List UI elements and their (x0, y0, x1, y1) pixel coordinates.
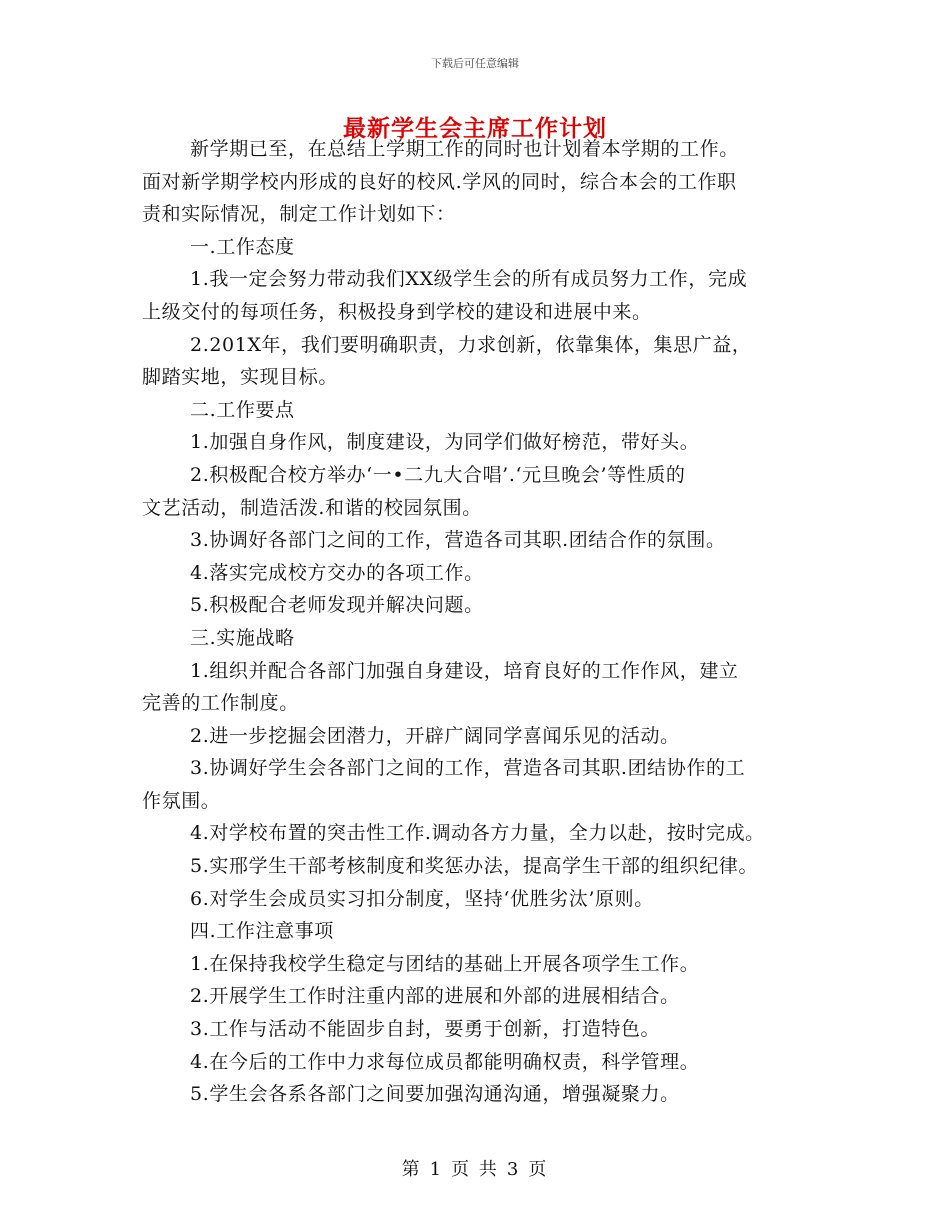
footer-suffix: 页 (528, 1159, 549, 1180)
page-footer (0, 1155, 950, 1181)
text-line: 1.加强自身作风，制度建设，为同学们做好榜范，带好头。 (190, 431, 700, 454)
text-line: 2.进一步挖掘会团潜力，开辟广阔同学喜闻乐见的活动。 (190, 724, 680, 747)
text-line: 2.积极配合校方举办‘一•二九大合唱’.‘元旦晚会’等性质的 (190, 463, 686, 486)
text-line: 5.学生会各系各部门之间要加强沟通沟通，增强凝聚力。 (190, 1083, 680, 1106)
text-line: 4.对学校布置的突击性工作.调动各方力量，全力以赴，按时完成。 (190, 822, 765, 845)
text-line: 4.落实完成校方交办的各项工作。 (190, 561, 484, 584)
text-line: 文艺活动，制造活泼.和谐的校园氛围。 (142, 496, 482, 519)
text-line: 3.工作与活动不能固步自封，要勇于创新，打造特色。 (190, 1018, 661, 1041)
text-line: 脚踏实地，实现目标。 (142, 366, 339, 389)
text-line: 6.对学生会成员实习扣分制度，坚持‘优胜劣汰’原则。 (190, 887, 654, 910)
text-line: 4.在今后的工作中力求每位成员都能明确权责，科学管理。 (190, 1050, 700, 1073)
section-heading: 二.工作要点 (190, 398, 295, 421)
page-number-total: 3 (506, 1159, 521, 1180)
page-number-current: 1 (429, 1159, 444, 1180)
text-line: 5.实邢学生干部考核制度和奖惩办法，提高学生干部的组织纪律。 (190, 855, 759, 878)
text-line: 1.组织并配合各部门加强自身建设，培育良好的工作作风，建立 (190, 659, 739, 682)
text-line: 上级交付的每项任务，积极投身到学校的建设和进展中来。 (142, 300, 652, 323)
text-line: 3.协调好各部门之间的工作，营造各司其职.团结合作的氛围。 (190, 529, 726, 552)
header-note: 下载后可任意编辑 (431, 57, 519, 70)
footer-prefix: 第 (401, 1159, 422, 1180)
text-line: 1.我一定会努力带动我们XX级学生会的所有成员努力工作，完成 (190, 268, 748, 291)
text-line: 作氛围。 (142, 789, 221, 812)
section-heading: 一.工作态度 (190, 235, 295, 258)
text-line: 5.积极配合老师发现并解决问题。 (190, 594, 484, 617)
text-line: 责和实际情况，制定工作计划如下： (142, 203, 456, 226)
text-line: 2.开展学生工作时注重内部的进展和外部的进展相结合。 (190, 985, 680, 1008)
document-title: 最新学生会主席工作计划 (343, 115, 607, 142)
document-body (142, 133, 822, 1111)
text-line: 完善的工作制度。 (142, 692, 299, 715)
text-line: 面对新学期学校内形成的良好的校风.学风的同时，综合本会的工作职 (142, 170, 737, 193)
text-line: 1.在保持我校学生稳定与团结的基础上开展各项学生工作。 (190, 952, 700, 975)
text-line: 2.201X年，我们要明确职责，力求创新，依靠集体，集思广益， (190, 333, 752, 356)
footer-middle: 页 共 (451, 1159, 499, 1180)
section-heading: 四.工作注意事项 (190, 920, 334, 943)
section-heading: 三.实施战略 (190, 626, 295, 649)
text-line: 3.协调好学生会各部门之间的工作，营造各司其职.团结协作的工 (190, 757, 746, 780)
text-line: 新学期已至，在总结上学期工作的同时也计划着本学期的工作。 (190, 138, 739, 160)
